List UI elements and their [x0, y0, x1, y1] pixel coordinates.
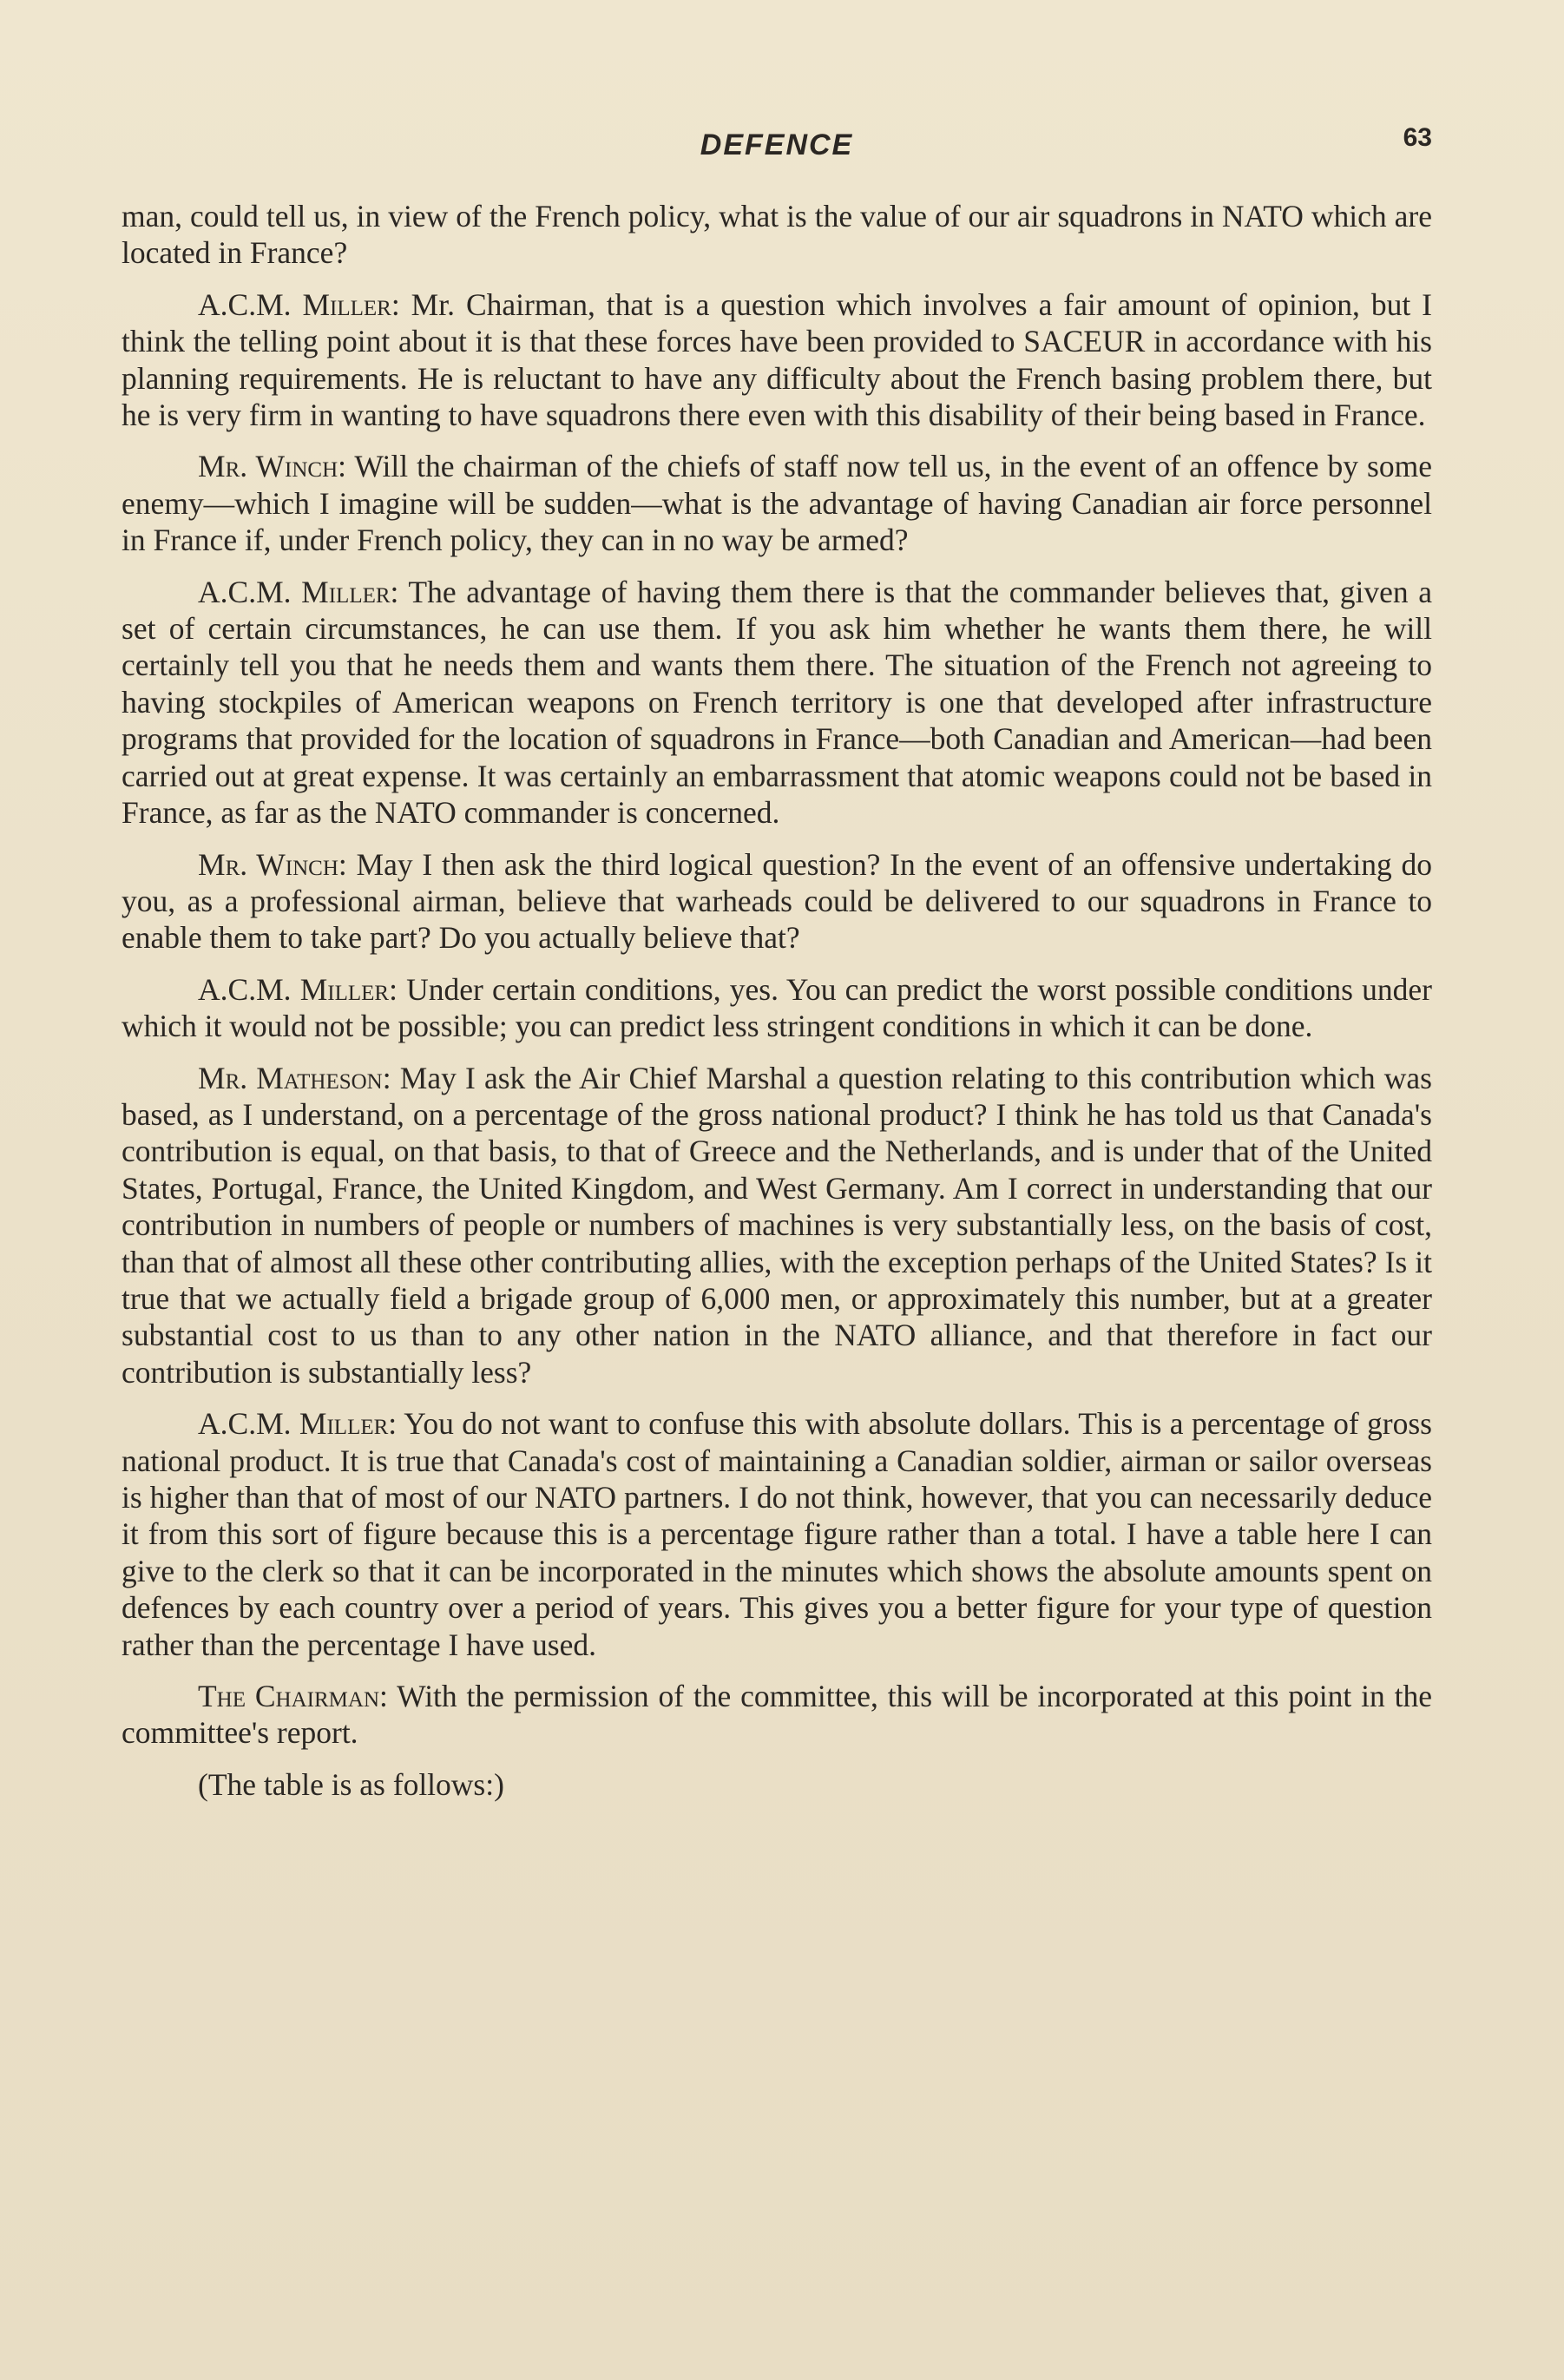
- speaker-name: A.C.M. Miller:: [198, 971, 398, 1007]
- paragraph-text: The advantage of having them there is that the commander believes that, given a set of certain circumstances, he can use them. If you ask him whether he wants them there, he will certainly tell you that he needs them and wants them there. The situation of the French not agreeing to having stockpiles of American weapons on French territory is one that developed after infrastructure programs that provided for the location of squadrons in France—both Canadian and American—had been carried out at great expense. It was certainly an embarrassment that atomic weapons could not be based in France, as far as the NATO commander is concerned.: [122, 574, 1432, 831]
- paragraph-text: Under certain conditions, yes. You can predict the worst possible conditions under which it would not be possible; you can predict less stringent conditions in which it can be done.: [122, 971, 1433, 1044]
- paragraph-text: With the permission of the committee, this will be incorporated at this point in the committee's report.: [122, 1679, 1432, 1751]
- paragraph: [122, 1766, 1432, 1803]
- speaker-name: A.C.M. Miller:: [198, 574, 399, 609]
- page-number: 63: [1403, 123, 1432, 152]
- paragraph-text: Will the chairman of the chiefs of staff now tell us, in the event of an offence by some enemy—which I imagine will be sudden—what is the advantage of having Canadian air force personnel in France if, under French policy, they can in no way be armed?: [122, 449, 1432, 558]
- paragraph-text: May I then ask the third logical question? In the event of an offensive undertaking do you, as a professional airman, believe that warheads could be delivered to our squadrons in France to enable them to take part? Do you actually believe that?: [122, 846, 1433, 956]
- paragraph: [122, 286, 1432, 434]
- speaker-name: Mr. Winch:: [198, 449, 346, 484]
- paragraph-text: May I ask the Air Chief Marshal a question relating to this contribution which was based, as I understand, on a percentage of the gross national product? I think he has told us that Canada's contribution is equal, on that basis, to that of Greece and the Netherlands, and is under that of the United States, Portugal, France, the United Kingdom, and West Germany. Am I correct in understanding that our contribution in numbers of people or numbers of machines is very substantially less, on the basis of cost, than that of almost all these other contributing allies, with the exception perhaps of the United States? Is it true that we actually field a brigade group of 6,000 men, or approximately this number, but at a greater substantial cost to us than to any other nation in the NATO alliance, and that therefore in fact our contribution is substantially less?: [122, 1060, 1432, 1390]
- speaker-name: The Chairman:: [198, 1679, 388, 1714]
- paragraph-text: You do not want to confuse this with absolute dollars. This is a percentage of gross national product. It is true that Canada's cost of maintaining a Canadian soldier, airman or sailor overseas is higher than that of most of our NATO partners. I do not think, however, that you can necessarily deduce it from this sort of figure because this is a percentage figure rather than a total. I have a table here I can give to the clerk so that it can be incorporated in the minutes which shows the absolute amounts spent on defences by each country over a period of years. This gives you a better figure for your type of question rather than the percentage I have used.: [122, 1406, 1432, 1662]
- paragraph: [122, 1405, 1432, 1663]
- paragraph: [122, 198, 1432, 272]
- paragraph: [122, 448, 1432, 558]
- speaker-name: A.C.M. Miller:: [198, 286, 400, 322]
- paragraph: [122, 1678, 1432, 1752]
- paragraph-text: (The table is as follows:): [198, 1766, 504, 1802]
- speaker-name: Mr. Winch:: [198, 846, 347, 882]
- paragraph-text: Mr. Chairman, that is a question which involves a fair amount of opinion, but I think the telling point about it is that these forces have been provided to SACEUR in accordance with his planning requirements. He is reluctant to have any difficulty about the French basing problem there, but he is very firm in wanting to have squadrons there even with this disability of their being based in France.: [122, 286, 1432, 433]
- speaker-name: A.C.M. Miller:: [198, 1406, 398, 1442]
- paragraph: [122, 1060, 1432, 1391]
- speaker-name: Mr. Matheson:: [198, 1060, 391, 1095]
- body-text: [122, 198, 1432, 1818]
- running-title: DEFENCE: [700, 128, 854, 161]
- paragraph: [122, 574, 1432, 832]
- paragraph-text: man, could tell us, in view of the French policy, what is the value of our air squadrons in NATO which are located in France?: [122, 199, 1432, 271]
- paragraph: [122, 971, 1432, 1045]
- running-head: [122, 123, 1432, 172]
- paragraph: [122, 846, 1432, 957]
